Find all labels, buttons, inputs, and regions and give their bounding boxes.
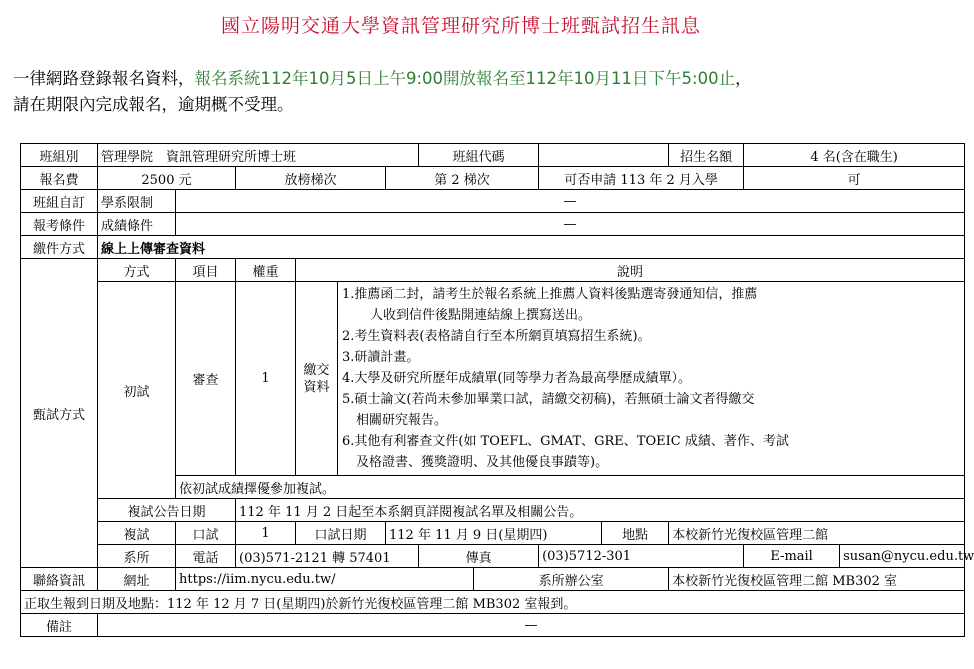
label-office: 系所辦公室 — [474, 568, 669, 591]
desc-item-6: 6.其他有利審查文件(如 TOEFL、GMAT、GRE、TOEIC 成績、著作、考試 及格證書、獲獎證明、及其他優良事蹟等)。 — [342, 434, 789, 470]
table-row-dept — [21, 144, 965, 167]
label-grade: 成績條件 — [98, 213, 176, 236]
label-submit: 繳件方式 — [21, 236, 98, 259]
weight2-value: 1 — [236, 522, 296, 545]
item2-value: 口試 — [176, 522, 236, 545]
label-fax: 傳真 — [419, 545, 539, 568]
office-value: 本校新竹光復校區管理二館 MB302 室 — [669, 568, 965, 591]
label-web: 網址 — [98, 568, 176, 591]
label-phone: 電話 — [176, 545, 236, 568]
table-row-exam-header — [21, 259, 965, 282]
oral-date-value: 112 年 11 月 9 日(星期四) — [386, 522, 602, 545]
label-quota: 招生名額 — [669, 144, 744, 167]
intro-line2: 請在期限內完成報名，逾期概不受理。 — [13, 95, 294, 114]
email-value[interactable]: susan@nycu.edu.tw — [840, 545, 965, 568]
label-contact-1: 系所 — [98, 545, 176, 568]
weight1-value: 1 — [236, 282, 296, 476]
desc-item-2: 2.考生資料表(表格請自行至本所網頁填寫招生系統)。 — [342, 329, 651, 344]
dept-value: 管理學院 資訊管理研究所博士班 — [98, 144, 419, 167]
table-row-submit — [21, 236, 965, 259]
label-exam-method: 甄試方式 — [21, 259, 98, 568]
remark-value: — — [98, 614, 965, 637]
label-remark: 備註 — [21, 614, 98, 637]
ranking-value: 第 2 梯次 — [386, 167, 539, 190]
phone-value: (03)571-2121 轉 57401 — [236, 545, 419, 568]
label-self-defined-2: 報考條件 — [21, 213, 98, 236]
stage2-label: 複試 — [98, 522, 176, 545]
label-oral-date: 口試日期 — [296, 522, 386, 545]
code-value — [539, 144, 669, 167]
table-row-restrict — [21, 190, 965, 213]
label-self-defined-1: 班組自訂 — [21, 190, 98, 213]
page-title: 國立陽明交通大學資訊管理研究所博士班甄試招生訊息 — [220, 15, 701, 37]
label-dept: 班組別 — [21, 144, 98, 167]
table-row-stage1 — [21, 282, 965, 476]
grade-value: — — [176, 213, 965, 236]
label-ranking: 放榜梯次 — [236, 167, 386, 190]
label-feb-entry: 可否申請 113 年 2 月入學 — [539, 167, 744, 190]
table-row-fee — [21, 167, 965, 190]
table-row-contact-phone — [21, 545, 965, 568]
intro-text — [13, 66, 913, 118]
label-code: 班組代碼 — [419, 144, 539, 167]
feb-entry-value: 可 — [744, 167, 965, 190]
intro-part1: 一律網路登錄報名資料， — [13, 69, 195, 88]
doc-label: 繳交資料 — [296, 282, 338, 476]
header-desc: 說明 — [296, 259, 965, 282]
header-method: 方式 — [98, 259, 176, 282]
label-announce-date: 複試公告日期 — [98, 499, 236, 522]
registration-period: 報名系統112年10月5日上午9:00開放報名至112年10月11日下午5:00止 — [194, 69, 736, 88]
intro-part3: ， — [735, 69, 752, 88]
report-info: 正取生報到日期及地點：112 年 12 月 7 日(星期四)於新竹光復校區管理二館 MB302 室報到。 — [21, 591, 965, 614]
item1-value: 審查 — [176, 282, 236, 476]
fax-value: (03)5712-301 — [539, 545, 744, 568]
fee-value: 2500 元 — [98, 167, 236, 190]
label-restrict: 學系限制 — [98, 190, 176, 213]
desc-item-1: 1.推薦函二封，請考生於報名系統上推薦人資料後點選寄發通知信，推薦 人收到信件後點開連結線上撰寫送出。 — [342, 287, 758, 323]
table-row-grade — [21, 213, 965, 236]
header-weight: 權重 — [236, 259, 296, 282]
label-fee: 報名費 — [21, 167, 98, 190]
select-note: 依初試成績擇優參加複試。 — [176, 476, 965, 499]
table-row-report — [21, 591, 965, 614]
desc-item-3: 3.研讀計畫。 — [342, 350, 420, 365]
label-place: 地點 — [602, 522, 669, 545]
desc-item-5: 5.碩士論文(若尚未參加畢業口試，請繳交初稿)，若無碩士論文者得繳交 相關研究報告。 — [342, 392, 755, 428]
table-row-stage2 — [21, 522, 965, 545]
desc-list — [338, 282, 965, 476]
desc-item-4: 4.大學及研究所歷年成績單(同等學力者為最高學歷成績單）。 — [342, 371, 691, 386]
label-contact-2: 聯絡資訊 — [21, 568, 98, 591]
admission-info-table — [20, 143, 974, 637]
web-value[interactable]: https://iim.nycu.edu.tw/ — [176, 568, 474, 591]
submit-value: 線上上傳審查資料 — [98, 236, 965, 259]
label-email: E-mail — [744, 545, 840, 568]
table-row-remark — [21, 614, 965, 637]
table-row-contact-web — [21, 568, 965, 591]
stage1-label: 初試 — [98, 282, 176, 499]
table-row-announce — [21, 499, 965, 522]
announce-value: 112 年 11 月 2 日起至本系網頁詳閱複試名單及相關公告。 — [236, 499, 965, 522]
header-item: 項目 — [176, 259, 236, 282]
quota-value: 4 名(含在職生) — [744, 144, 965, 167]
restrict-value: — — [176, 190, 965, 213]
place-value: 本校新竹光復校區管理二館 — [669, 522, 965, 545]
